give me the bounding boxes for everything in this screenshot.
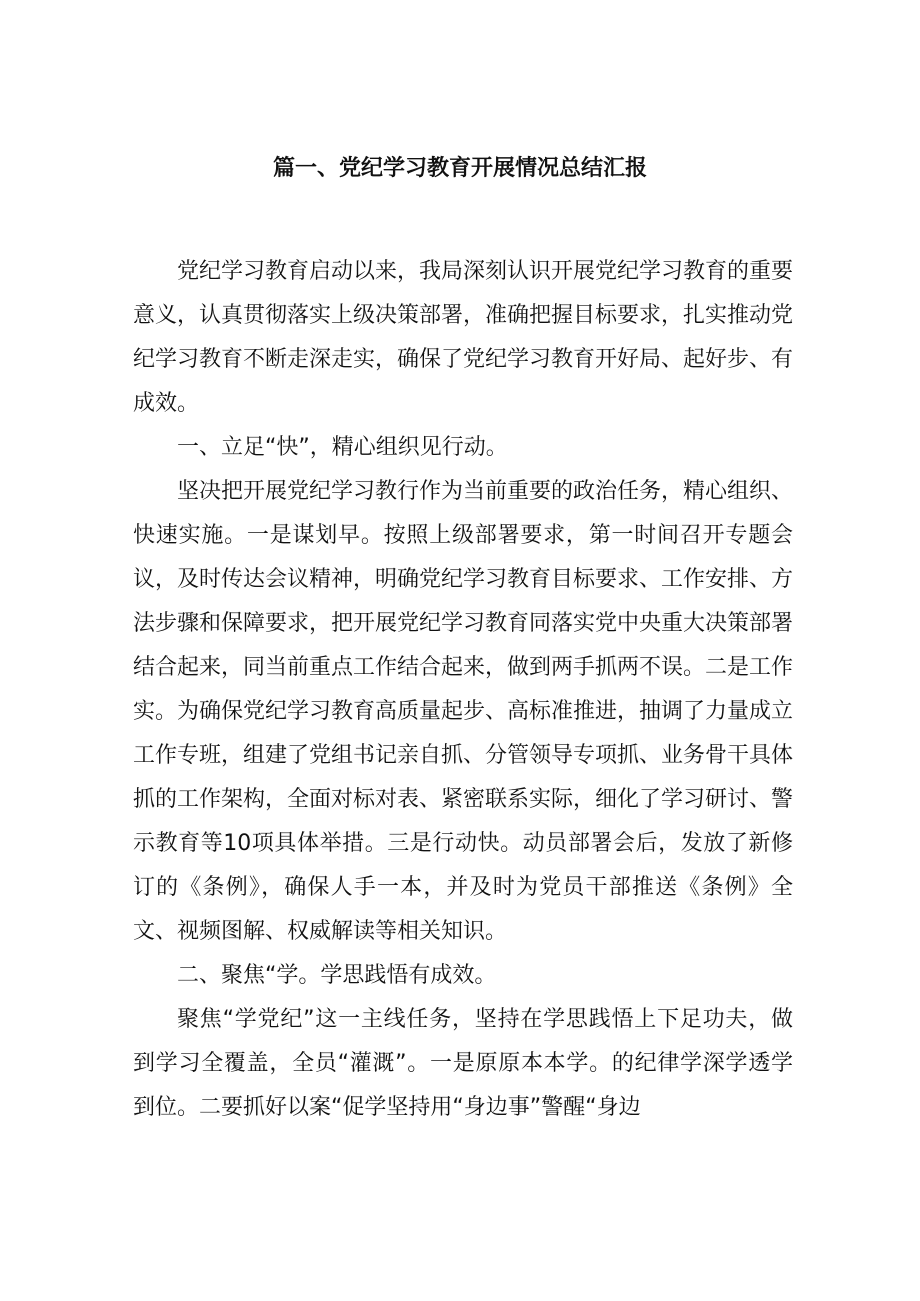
- heading-section-1: 一、立足“快”，精心组织见行动。: [177, 435, 508, 460]
- paragraph-section-1: 坚决把开展党纪学习教行作为当前重要的政治任务，精心组织、快速实施。一是谋划早。按照上级部署要求，第一时间召开专题会议，及时传达会议精神，明确党纪学习教育目标要求、工作安排、方法步骤和保障要求，把开展党纪学习教育同落实党中央重大决策部署结合起来，同当前重点工作结合起来，做到两手抓两不误。二是工作实。为确保党纪学习教育高质量起步、高标准推进，抽调了力量成立工作专班，组建了党组书记亲自抓、分管领导专项抓、业务骨干具体抓的工作架构，全面对标对表、紧密联系实际，细化了学习研讨、警示教育等10项具体举措。三是行动快。动员部署会后，发放了新修订的《条例》，确保人手一本，并及时为党员干部推送《条例》全文、视频图解、权威解读等相关知识。: [133, 479, 794, 944]
- heading-section-2: 二、聚焦“学。学思践悟有成效。: [177, 963, 497, 988]
- paragraph-section-2: 聚焦“学党纪”这一主线任务，坚持在学思践悟上下足功夫，做到学习全覆盖，全员“灌溉”。一是原原本本学。的纪律学深学透学到位。二要抓好以案“促学坚持用“身边事”警醒“身边: [133, 1007, 794, 1120]
- paragraph-intro: 党纪学习教育启动以来，我局深刻认识开展党纪学习教育的重要意义，认真贯彻落实上级决策部署，准确把握目标要求，扎实推动党纪学习教育不断走深走实，确保了党纪学习教育开好局、起好步、有成效。: [133, 259, 794, 416]
- document-title: 篇一、党纪学习教育开展情况总结汇报: [272, 156, 647, 181]
- document-body: [133, 250, 793, 1130]
